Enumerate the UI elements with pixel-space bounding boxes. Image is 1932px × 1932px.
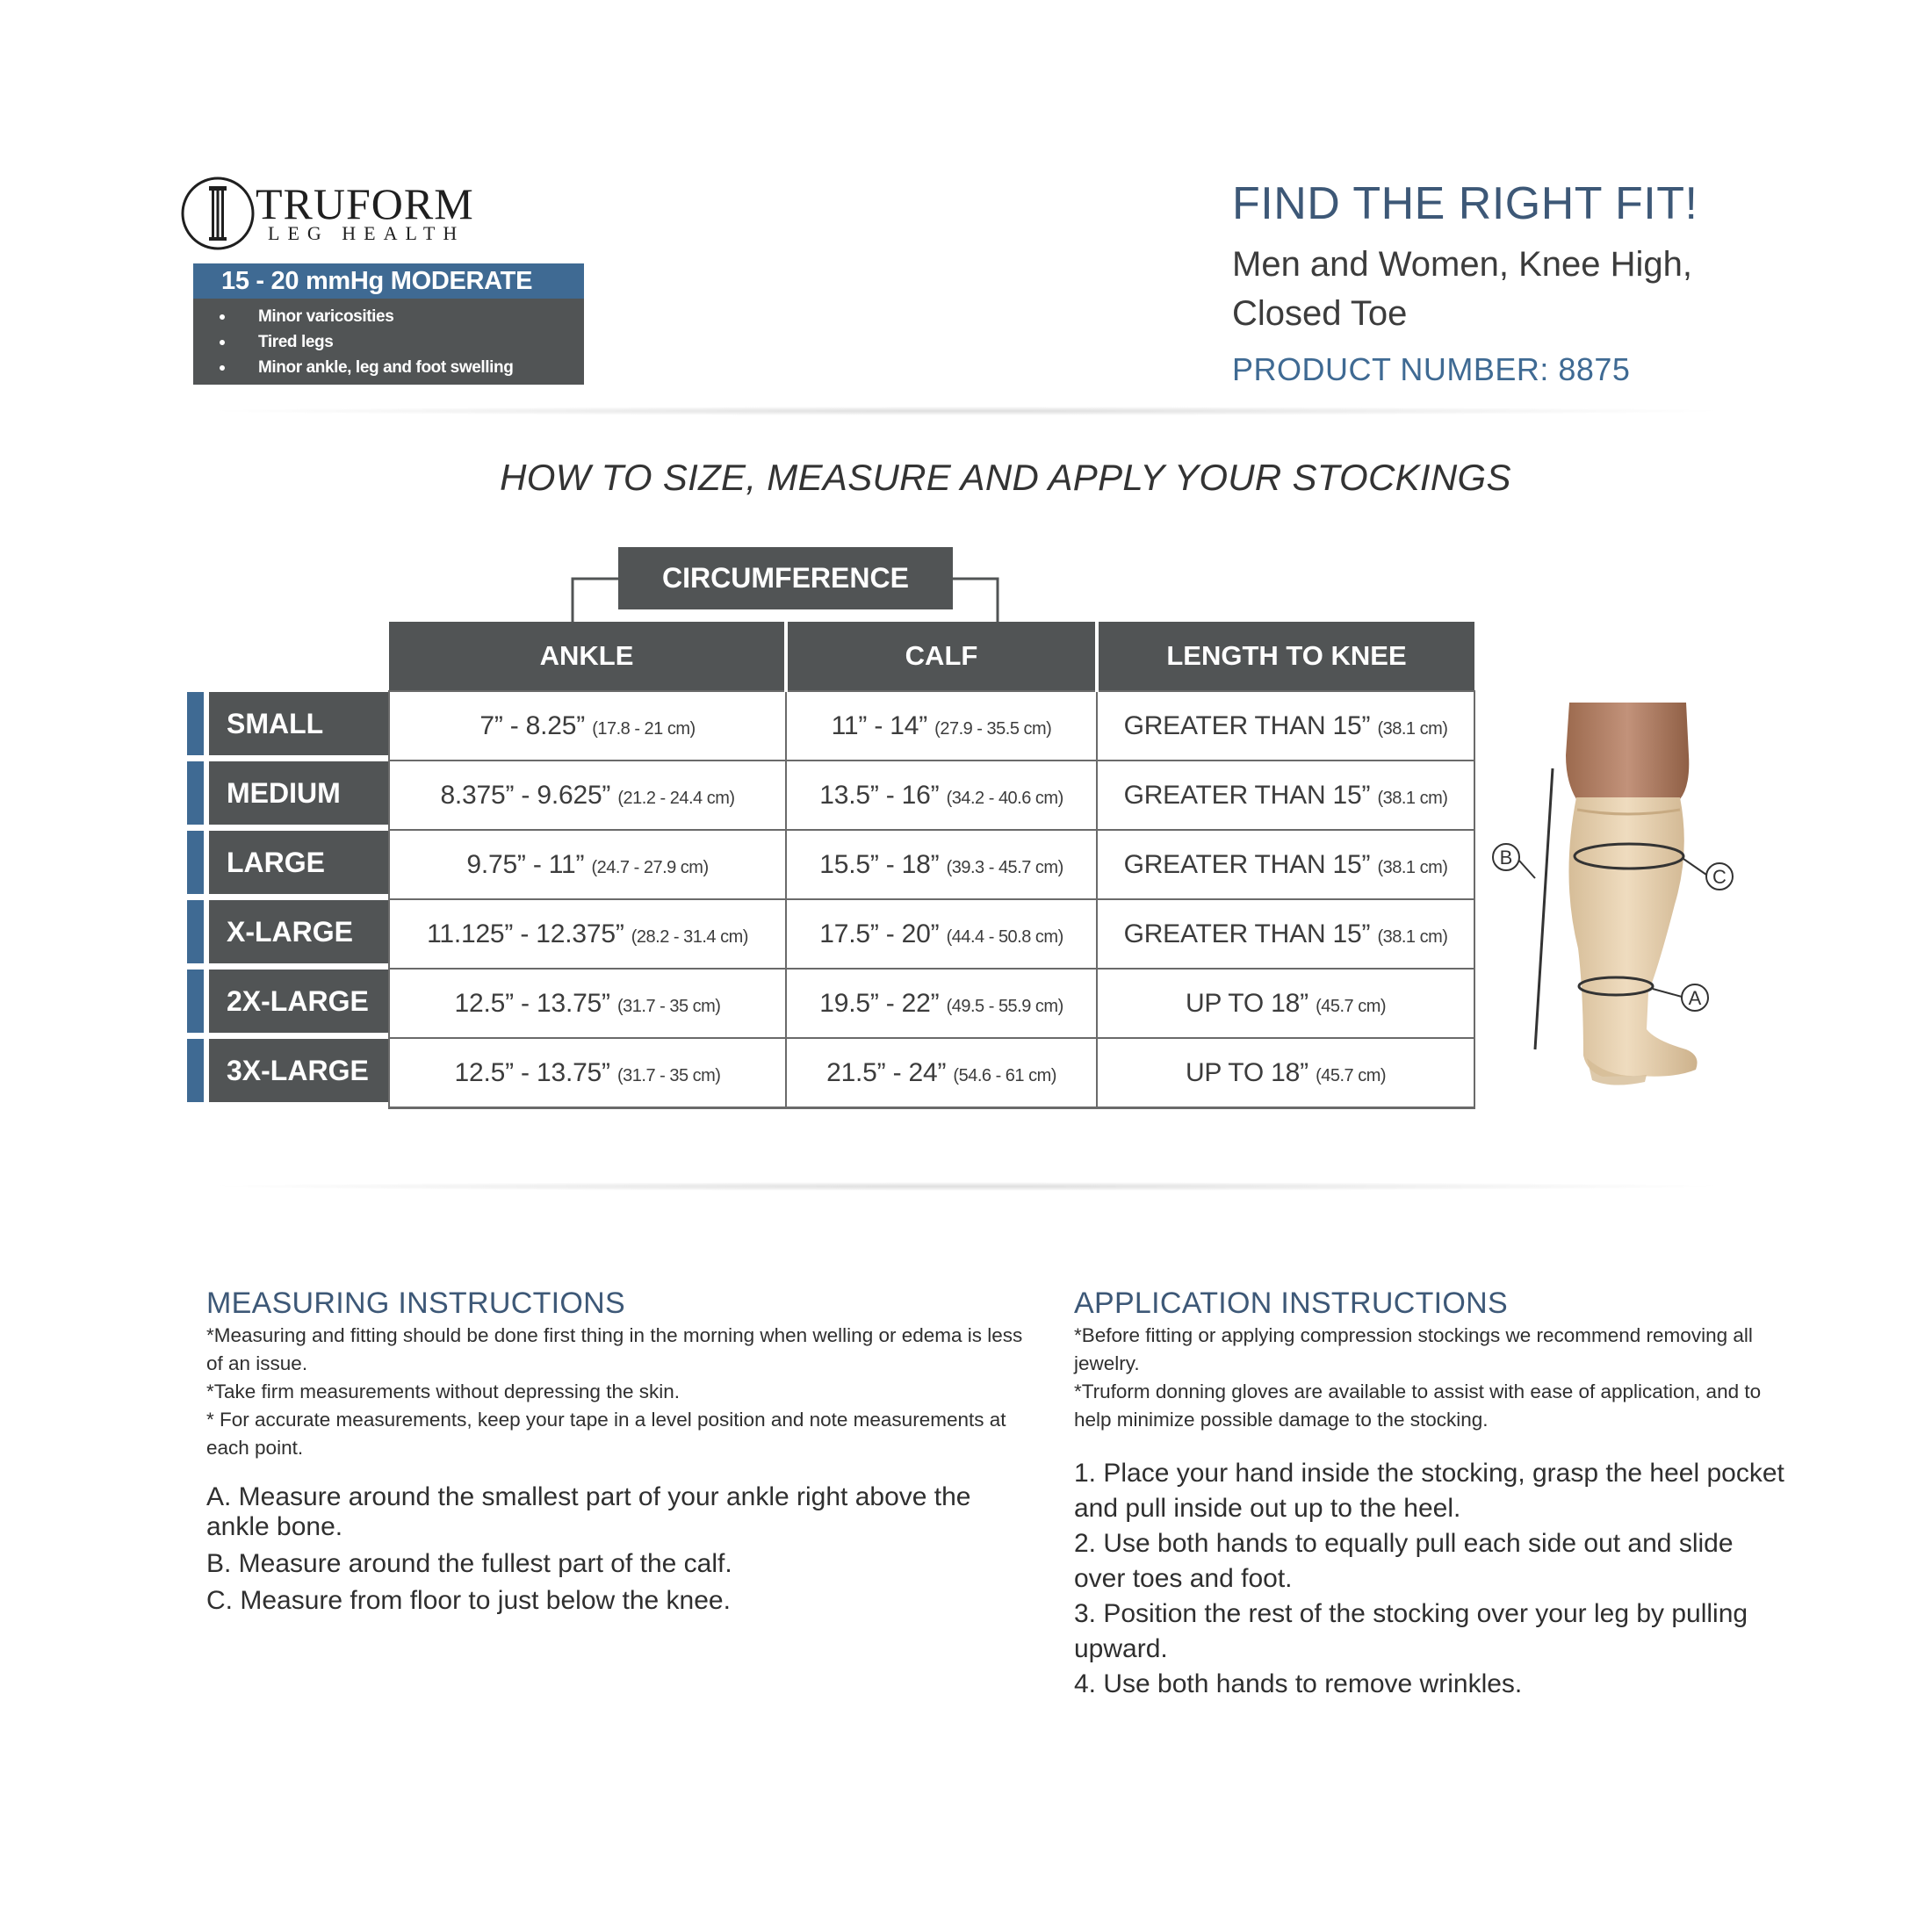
measuring-step: B. Measure around the fullest part of the calf. xyxy=(206,1549,732,1578)
table-row xyxy=(187,691,1474,761)
application-step: 2. Use both hands to equally pull each side out and slide over toes and foot. xyxy=(1074,1529,1734,1593)
length-value: GREATER THAN 15” xyxy=(1123,919,1371,948)
size-label: 3X-LARGE xyxy=(209,1039,388,1102)
size-label-cell xyxy=(187,761,389,830)
measuring-note: * For accurate measurements, keep your tape in a level position and note measurements at each point. xyxy=(206,1409,1006,1459)
application-note: *Truform donning gloves are available to assist with ease of application, and to help minimize possible damage to the stocking. xyxy=(1074,1381,1762,1431)
measuring-notes xyxy=(206,1322,1027,1462)
brand-tagline: LEG HEALTH xyxy=(268,222,465,244)
column-header-ankle: ANKLE xyxy=(389,622,786,691)
length-value: GREATER THAN 15” xyxy=(1123,710,1371,740)
column-header-calf: CALF xyxy=(786,622,1097,691)
size-label: 2X-LARGE xyxy=(209,970,388,1033)
ankle-cm: (28.2 - 31.4 cm) xyxy=(631,926,748,947)
length-measure-line xyxy=(1535,768,1553,1049)
calf-value: 15.5” - 18” xyxy=(819,849,940,879)
length-cell xyxy=(1097,691,1474,761)
application-notes xyxy=(1074,1322,1777,1434)
length-cm: (38.1 cm) xyxy=(1377,926,1448,947)
indication-item: Tired legs xyxy=(193,329,584,355)
calf-cell xyxy=(786,691,1097,761)
length-cm: (38.1 cm) xyxy=(1377,857,1448,877)
ankle-value: 8.375” - 9.625” xyxy=(440,780,611,810)
length-cm: (38.1 cm) xyxy=(1377,718,1448,739)
compression-level-box xyxy=(193,263,584,385)
calf-value: 19.5” - 22” xyxy=(819,988,940,1018)
application-step: 1. Place your hand inside the stocking, grasp the heel pocket and pull inside out up to the heel. xyxy=(1074,1459,1784,1523)
size-label-cell xyxy=(187,969,389,1038)
length-cell xyxy=(1097,899,1474,969)
table-row xyxy=(187,830,1474,899)
indication-item: Minor varicosities xyxy=(193,304,584,329)
product-description: Men and Women, Knee High, Closed Toe xyxy=(1232,245,1693,333)
leg-figure xyxy=(1566,703,1698,1085)
length-value: GREATER THAN 15” xyxy=(1123,780,1371,810)
ankle-value: 9.75” - 11” xyxy=(466,849,585,879)
ankle-cm: (17.8 - 21 cm) xyxy=(592,718,696,739)
length-cm: (45.7 cm) xyxy=(1316,1065,1387,1085)
size-label-cell xyxy=(187,691,389,761)
length-value: UP TO 18” xyxy=(1185,988,1308,1018)
calf-value: 13.5” - 16” xyxy=(819,780,940,810)
ankle-value: 12.5” - 13.75” xyxy=(454,1057,610,1087)
product-number: PRODUCT NUMBER: 8875 xyxy=(1232,351,1631,387)
ankle-cm: (31.7 - 35 cm) xyxy=(616,996,721,1016)
length-value: GREATER THAN 15” xyxy=(1123,849,1371,879)
ankle-cm: (21.2 - 24.4 cm) xyxy=(617,788,735,808)
marker-c-label: C xyxy=(1712,866,1727,888)
length-cell xyxy=(1097,761,1474,830)
calf-cm: (44.4 - 50.8 cm) xyxy=(946,926,1063,947)
table-row xyxy=(187,899,1474,969)
length-value: UP TO 18” xyxy=(1185,1057,1308,1087)
size-label: MEDIUM xyxy=(209,761,388,825)
measuring-note: *Measuring and fitting should be done first thing in the morning when welling or edema is less of an issue. xyxy=(206,1324,1023,1374)
ankle-cell xyxy=(389,691,786,761)
length-cm: (45.7 cm) xyxy=(1316,996,1387,1016)
calf-value: 17.5” - 20” xyxy=(819,919,940,948)
application-step: 4. Use both hands to remove wrinkles. xyxy=(1074,1669,1523,1698)
column-header-length: LENGTH TO KNEE xyxy=(1097,622,1474,691)
size-label-cell xyxy=(187,830,389,899)
length-cell xyxy=(1097,830,1474,899)
ankle-cell xyxy=(389,969,786,1038)
marker-a-label: A xyxy=(1688,987,1702,1009)
length-cm: (38.1 cm) xyxy=(1377,788,1448,808)
section-divider xyxy=(220,407,1712,415)
ankle-cell xyxy=(389,830,786,899)
length-cell xyxy=(1097,1038,1474,1108)
calf-cell xyxy=(786,830,1097,899)
compression-level-title: 15 - 20 mmHg MODERATE xyxy=(193,263,584,299)
calf-cell xyxy=(786,899,1097,969)
measuring-instructions-title: MEASURING INSTRUCTIONS xyxy=(206,1287,625,1320)
size-label: X-LARGE xyxy=(209,900,388,963)
calf-value: 11” - 14” xyxy=(831,710,928,740)
application-step: 3. Position the rest of the stocking over your leg by pulling upward. xyxy=(1074,1599,1748,1663)
ankle-cell xyxy=(389,1038,786,1108)
table-row xyxy=(187,761,1474,830)
measuring-steps xyxy=(206,1482,1027,1623)
calf-cm: (34.2 - 40.6 cm) xyxy=(946,788,1063,808)
calf-cm: (54.6 - 61 cm) xyxy=(953,1065,1056,1085)
application-steps xyxy=(1074,1456,1785,1702)
ankle-value: 7” - 8.25” xyxy=(479,710,586,740)
size-label: SMALL xyxy=(209,692,388,755)
length-cell xyxy=(1097,969,1474,1038)
calf-value: 21.5” - 24” xyxy=(826,1057,947,1087)
calf-cm: (39.3 - 45.7 cm) xyxy=(946,857,1063,877)
circumference-header: CIRCUMFERENCE xyxy=(618,547,953,609)
ankle-cm: (31.7 - 35 cm) xyxy=(616,1065,721,1085)
calf-cell xyxy=(786,761,1097,830)
section-divider xyxy=(220,1182,1712,1191)
brand-logo xyxy=(180,176,487,255)
section-heading: HOW TO SIZE, MEASURE AND APPLY YOUR STOCKINGS xyxy=(500,457,1511,498)
indication-item: Minor ankle, leg and foot swelling xyxy=(193,355,584,380)
size-label: LARGE xyxy=(209,831,388,894)
table-row xyxy=(187,969,1474,1038)
application-instructions-title: APPLICATION INSTRUCTIONS xyxy=(1074,1287,1508,1320)
calf-cm: (27.9 - 35.5 cm) xyxy=(934,718,1052,739)
size-chart-table xyxy=(187,622,1475,1109)
brand-name: TRUFORM xyxy=(256,179,474,228)
size-label-cell xyxy=(187,1038,389,1108)
marker-b-label: B xyxy=(1499,847,1513,869)
application-note: *Before fitting or applying compression stockings we recommend removing all jewelry. xyxy=(1074,1324,1753,1374)
truform-logo-mark xyxy=(180,176,256,251)
ankle-cm: (24.7 - 27.9 cm) xyxy=(591,857,709,877)
leg-measurement-illustration xyxy=(1471,703,1756,1098)
ankle-cell xyxy=(389,899,786,969)
ankle-cell xyxy=(389,761,786,830)
indications-list xyxy=(193,299,584,385)
measuring-note: *Take firm measurements without depressing the skin. xyxy=(206,1381,680,1402)
calf-cell xyxy=(786,1038,1097,1108)
measuring-step: A. Measure around the smallest part of your ankle right above the ankle bone. xyxy=(206,1482,971,1541)
calf-cell xyxy=(786,969,1097,1038)
page-title: FIND THE RIGHT FIT! xyxy=(1232,178,1698,229)
table-corner xyxy=(187,622,389,691)
size-label-cell xyxy=(187,899,389,969)
calf-cm: (49.5 - 55.9 cm) xyxy=(946,996,1063,1016)
ankle-value: 11.125” - 12.375” xyxy=(427,919,624,948)
table-row xyxy=(187,1038,1474,1108)
ankle-value: 12.5” - 13.75” xyxy=(454,988,610,1018)
measuring-step: C. Measure from floor to just below the knee. xyxy=(206,1586,731,1615)
